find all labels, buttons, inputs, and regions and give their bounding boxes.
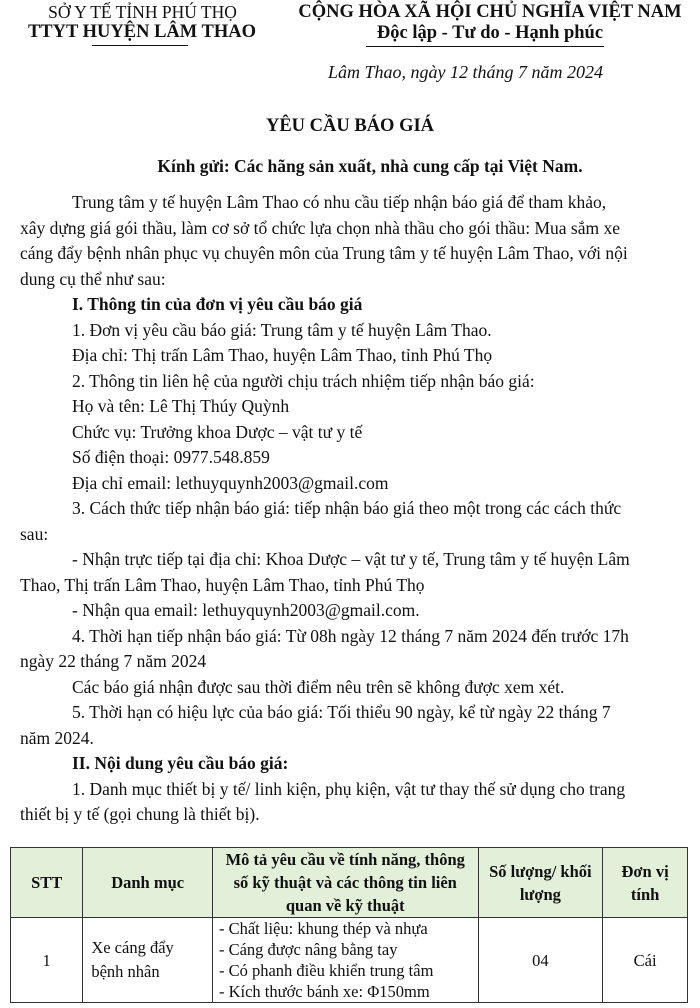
intro-line: Trung tâm y tế huyện Lâm Thao có nhu cầu tiếp nhận báo giá để tham khảo,: [72, 192, 607, 212]
receiving-method-cont: sau:: [20, 523, 49, 544]
intro-line: xây dựng giá gói thầu, làm cơ sở tổ chức lựa chọn nhà thầu cho gói thầu: Mua sắm xe: [20, 217, 621, 238]
nation-title: CỘNG HÒA XÃ HỘI CHỦ NGHĨA VIỆT NAM: [298, 2, 682, 22]
validity-period-cont: năm 2024.: [20, 727, 94, 748]
contact-name: Họ và tên: Lê Thị Thúy Quỳnh: [72, 396, 290, 416]
equipment-list-intro: 1. Danh mục thiết bị y tế/ linh kiện, phụ kiện, vật tư thay thế sử dụng cho trang: [72, 778, 626, 799]
section-1-heading: I. Thông tin của đơn vị yêu cầu báo giá: [72, 294, 363, 314]
intro-paragraph: [20, 190, 660, 292]
spec-line: - Kích thước bánh xe: Φ150mm: [218, 982, 430, 1001]
column-header-category: Danh mục: [83, 848, 213, 918]
equipment-table: [10, 847, 688, 1003]
recipient-line: Kính gửi: Các hãng sản xuất, nhà cung cấp tại Việt Nam.: [157, 156, 583, 176]
spec-line: - Cáng được nâng bằng tay: [218, 940, 398, 959]
intro-line: cáng đẩy bệnh nhân phục vụ chuyên môn của Trung tâm y tế huyện Lâm Thao, với nội: [20, 243, 628, 263]
table-header-row: [11, 848, 688, 918]
unit-underline: [92, 45, 188, 46]
requesting-unit: 1. Đơn vị yêu cầu báo giá: Trung tâm y tế huyện Lâm Thao.: [72, 319, 492, 340]
column-header-quantity: Số lượng/ khối lượng: [478, 848, 603, 918]
email-receipt: - Nhận qua email: lethuyquynh2003@gmail.com.: [72, 600, 420, 620]
section-1: [20, 292, 660, 828]
direct-receipt-cont: Thao, Thị trấn Lâm Thao, huyện Lâm Thao, tỉnh Phú Thọ: [20, 574, 425, 595]
receiving-method: 3. Cách thức tiếp nhận báo giá: tiếp nhận báo giá theo một trong các cách thức: [72, 498, 622, 518]
intro-line: dung cụ thể như sau:: [20, 268, 166, 289]
contact-phone: Số điện thoại: 0977.548.859: [72, 447, 270, 467]
cell-unit: Cái: [603, 918, 688, 1003]
nation-motto: Độc lập - Tư do - Hạnh phúc: [376, 23, 604, 43]
cell-category: Xe cáng đẩy bệnh nhân: [83, 918, 213, 1003]
unit-name: TTYT HUYỆN LÂM THAO: [27, 22, 257, 42]
contact-email: Địa chỉ email: lethuyquynh2003@gmail.com: [72, 472, 389, 493]
contact-position: Chức vụ: Trưởng khoa Dược – vật tư y tế: [72, 421, 363, 442]
deadline: 4. Thời hạn tiếp nhận báo giá: Từ 08h ngày 12 tháng 7 năm 2024 đến trước 17h: [72, 625, 629, 646]
deadline-cont: ngày 22 tháng 7 năm 2024: [20, 651, 207, 671]
column-header-specs: Mô tả yêu cầu về tính năng, thông số kỹ thuật và các thông tin liên quan về kỹ thuật: [212, 848, 478, 918]
document-title: YÊU CẦU BÁO GIÁ: [265, 116, 435, 136]
department-name: SỞ Y TẾ TỈNH PHÚ THỌ: [48, 2, 237, 22]
table-row: [11, 918, 688, 1003]
spec-line: - Chất liệu: khung thép và nhựa: [218, 919, 428, 938]
cell-stt: 1: [11, 918, 83, 1003]
cell-specs: [212, 918, 478, 1003]
validity-period: 5. Thời hạn có hiệu lực của báo giá: Tối thiểu 90 ngày, kể từ ngày 22 tháng 7: [72, 702, 611, 722]
direct-receipt: - Nhận trực tiếp tại địa chỉ: Khoa Dược – vật tư y tế, Trung tâm y tế huyện Lâm: [72, 549, 630, 569]
column-header-unit: Đơn vị tính: [603, 848, 688, 918]
contact-info-heading: 2. Thông tin liên hệ của người chịu trách nhiệm tiếp nhận báo giá:: [72, 370, 535, 391]
equipment-list-intro-cont: thiết bị y tế (gọi chung là thiết bị).: [20, 804, 260, 824]
unit-address: Địa chỉ: Thị trấn Lâm Thao, huyện Lâm Thao, tỉnh Phú Thọ: [72, 345, 493, 365]
spec-line: - Có phanh điều khiển trung tâm: [218, 961, 434, 980]
section-2-heading: II. Nội dung yêu cầu báo giá:: [72, 753, 289, 773]
motto-underline: [366, 46, 604, 47]
document-date: Lâm Thao, ngày 12 tháng 7 năm 2024: [328, 62, 604, 82]
cell-quantity: 04: [478, 918, 603, 1003]
column-header-stt: STT: [11, 848, 83, 918]
late-note: Các báo giá nhận được sau thời điểm nêu trên sẽ không được xem xét.: [72, 676, 565, 697]
